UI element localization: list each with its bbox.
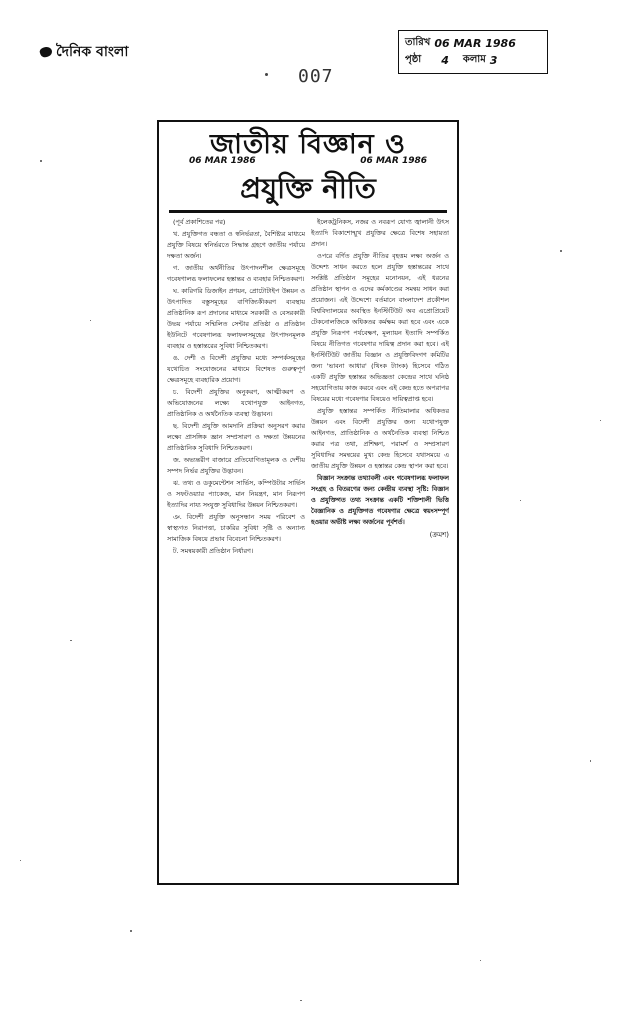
- article-paragraph: গ. জাতীয় অর্থনীতির উৎপাদনশীল ক্ষেত্রসমূহে গবেষণালব্ধ ফলাফলের হস্তান্তর ও ব্যবহার নিশ্চিতকরণ।: [167, 264, 305, 283]
- article-paragraph: বিজ্ঞান সংক্রান্ত তথ্যাবলী এবং গবেষণালব্ধ ফলাফল সংগ্রহ ও বিতরণের জন্য কেন্দ্রীয় ব্যবস্থা সৃষ্টি: বিজ্ঞান ও প্রযুক্তিগত তথ্য সংক্রান্ত একটি শক্তিশালী ভিত্তি বৈজ্ঞানিক ও প্রযুক্তিগত গবেষণার ক্ষেত্রে স্বয়ংসম্পূর্ণ হওয়ার অভীষ্ট লক্ষ্য অর্জনের পূর্বশর্ত।: [311, 474, 449, 526]
- article-signoff: (ক্রমশ): [429, 531, 449, 539]
- article-column-1: [167, 217, 305, 857]
- article-paragraph: ছ. বিদেশী প্রযুক্তি আমদানি প্রক্রিয়া অনুসরণ করার লক্ষ্যে প্রাসঙ্গিক জ্ঞান সম্প্রসারণ ও দক্ষতা উন্নয়নের প্রাতিষ্ঠানিক সুবিধাদি নিশ্চিতকরণ।: [167, 422, 305, 452]
- stamp-page-value: 4: [441, 54, 449, 67]
- stamp-page-label: পৃষ্ঠা: [405, 54, 422, 65]
- ink-mark-icon: [39, 45, 54, 59]
- stamp-column-label: কলাম: [462, 54, 486, 65]
- article-paragraph: ঙ. দেশী ও বিদেশী প্রযুক্তির মধ্যে সম্পর্কসমূহের যথোচিত সংযোজনের মাধ্যমে বিশেষত গুরুত্বপূর্ণ ক্ষেত্রসমূহে ব্যবহারিক প্রয়োগ।: [167, 354, 305, 384]
- article-paragraph: ঞ. বিদেশী প্রযুক্তি অনুসন্ধান সময় পরিবেশ ও স্বাস্থ্যগত নিরাপত্তা, চাকরির সুবিধা সৃষ্টি ও অন্যান্য সামাজিক বিষয়ে প্রভাব বিবেচনা নিশ্চিতকরণ।: [167, 513, 305, 543]
- article-paragraph: ইলেকট্রনিকস, নজর ও নবরূপ যোগ্য জ্বালানী উৎস ইত্যাদি বিকাশোন্মুখ প্রযুক্তির ক্ষেত্রে বিশেষ সহায়তা প্রদান।: [311, 218, 449, 248]
- stamp-date-label: তারিখ: [405, 37, 431, 48]
- date-stamp: [398, 30, 548, 74]
- headline-line-2: প্রযুক্তি নীতি: [240, 172, 376, 205]
- newspaper-name: [40, 40, 128, 64]
- article-paragraph: প্রযুক্তি হস্তান্তর সম্পর্কিত নীতিমালার অধিকতর উন্নয়ন এবং বিদেশী প্রযুক্তির জন্য যথোপযুক্ত আইনগত, প্রাতিষ্ঠানিক ও অর্থনৈতিক ব্যবস্থা নিশ্চিত করার পত্র তথা, প্রশিক্ষণ, পরামর্শ ও সম্প্রসারণ সুবিধাদির সমন্বয়ের মুখ্য কেন্দ্র হিসেবে যথাসময়ে এ জাতীয় প্রযুক্তি উন্নয়ন ও হস্তান্তর কেন্দ্র স্থাপন করা হবে।: [311, 407, 449, 470]
- date-stamp-right: 06 MAR 1986: [360, 156, 427, 166]
- article-paragraph: ঝ. তথ্য ও ডকুমেন্টেশন সার্ভিস, কম্পিউটার সার্ভিস ও সফটওয়্যার প্যাকেজ, মান নিয়ন্ত্রণ, মান নিরূপণ ইত্যাদির নায্য সংযুক্ত সুবিধাদির উন্নয়ন নিশ্চিতকরণ।: [167, 479, 305, 509]
- newspaper-clipping: [157, 120, 459, 885]
- headline-line-1: জাতীয় বিজ্ঞান ও: [209, 129, 407, 160]
- article-paragraph: (পূর্ব প্রকাশিতের পর): [173, 218, 226, 226]
- article-paragraph: খ. প্রযুক্তিগত বন্ধতা ও স্বনির্ভরতা, বৈশিষ্ট্যর মাধ্যমে প্রযুক্তি বিষয়ে স্বনির্ভরতে সিদ্ধান্ত গ্রহণে জাতীয় পর্যায়ে দক্ষতা অর্জন।: [167, 230, 305, 260]
- newspaper-name-text: দৈনিক বাংলা: [56, 44, 129, 60]
- stamp-column-value: 3: [489, 54, 498, 67]
- stamp-date-value: 06 MAR 1986: [434, 37, 516, 50]
- article-paragraph: চ. বিদেশী প্রযুক্তির অনুকরণ, আত্মীকরণ ও অভিযোজনের লক্ষ্যে যথোপযুক্ত আইনগত, প্রাতিষ্ঠানিক ও অর্থনৈতিক ব্যবস্থা উদ্ভাবন।: [167, 388, 305, 418]
- article-paragraph: ঘ. কারিগরি ডিজাইন প্রণয়ন, প্রোটোটাইপ উন্নয়ন ও উৎপাদিত বস্তুসমূহের বাণিজ্যিকীকরণ ব্যবস্থায় প্রতিষ্ঠানিক রূপ প্রদানের মাধ্যমে সরকারী ও বেসরকারী উভয় পর্যায়ে সম্মিলিত সেন্টার প্রতিষ্ঠা ও প্রতিষ্ঠান ইউনিটে গবেষণালব্ধ ফলাফলসমূহের উৎপাদনমূলক ব্যবহার ও হস্তান্তরের সুবিধা নিশ্চিতকরণ।: [167, 287, 305, 350]
- file-number: 007: [298, 66, 334, 87]
- headline-rule: [169, 210, 447, 213]
- article-column-2: [311, 217, 449, 857]
- article-paragraph: ট. সমন্বয়কারী প্রতিষ্ঠান নির্ধারণ।: [173, 547, 254, 555]
- article-paragraph: জ. অভ্যন্তরীণ বাজারে প্রতিযোগিতামূলক ও দেশীয় সম্পদ নির্ভর প্রযুক্তির উদ্ভাবন।: [167, 456, 305, 475]
- article-paragraph: ওপরে বর্ণিত প্রযুক্তি নীতির বৃহত্তম লক্ষ্য অর্জন ও উদ্দেশ্য সাধন করতে হলে প্রযুক্তি হস্তান্তরের সাথে সংশ্লিষ্ট প্রতিষ্ঠান সমূহের মনোনয়ন, এই ধরনের প্রতিষ্ঠান স্থাপন ও এদের কর্মকাণ্ডের সমন্বয় সাধন করা প্রয়োজন। এই উদ্দেশ্যে বর্তমানে বাংলাদেশ প্রকৌশল বিশ্ববিদ্যালয়ের অবস্থিত ইনস্টিটিউট অব এপ্রোপ্রিয়েট টেকনোলজিকে অধিকতর কর্মক্ষম করা হবে এবং একে প্রযুক্তি নিরূপণ পর্যবেক্ষণ, মূল্যায়ন ইত্যাদি সম্পর্কিত বিষয়ে নীতিগত গবেষণার দায়িত্ব প্রদান করা হবে। এই ইনস্টিটিউট জাতীয় বিজ্ঞান ও প্রযুক্তিবিদগণ কমিটির জন্য 'ভাবনা আধার' (থিংক ট্যাংক) হিসেবে গঠিত একটি প্রযুক্তি হস্তান্তর অভিজ্ঞতা কেন্দ্রের সাথে ঘনিষ্ঠ সহযোগিতায় কাজ করবে এবং এই কেন্দ্র হতে অপরাপর বিষয়ের মধ্যে গবেষণার বিষয়েও দায়িত্বপ্রাপ্ত হবে।: [311, 252, 449, 403]
- article-body: [167, 217, 449, 857]
- date-stamp-left: 06 MAR 1986: [189, 156, 256, 166]
